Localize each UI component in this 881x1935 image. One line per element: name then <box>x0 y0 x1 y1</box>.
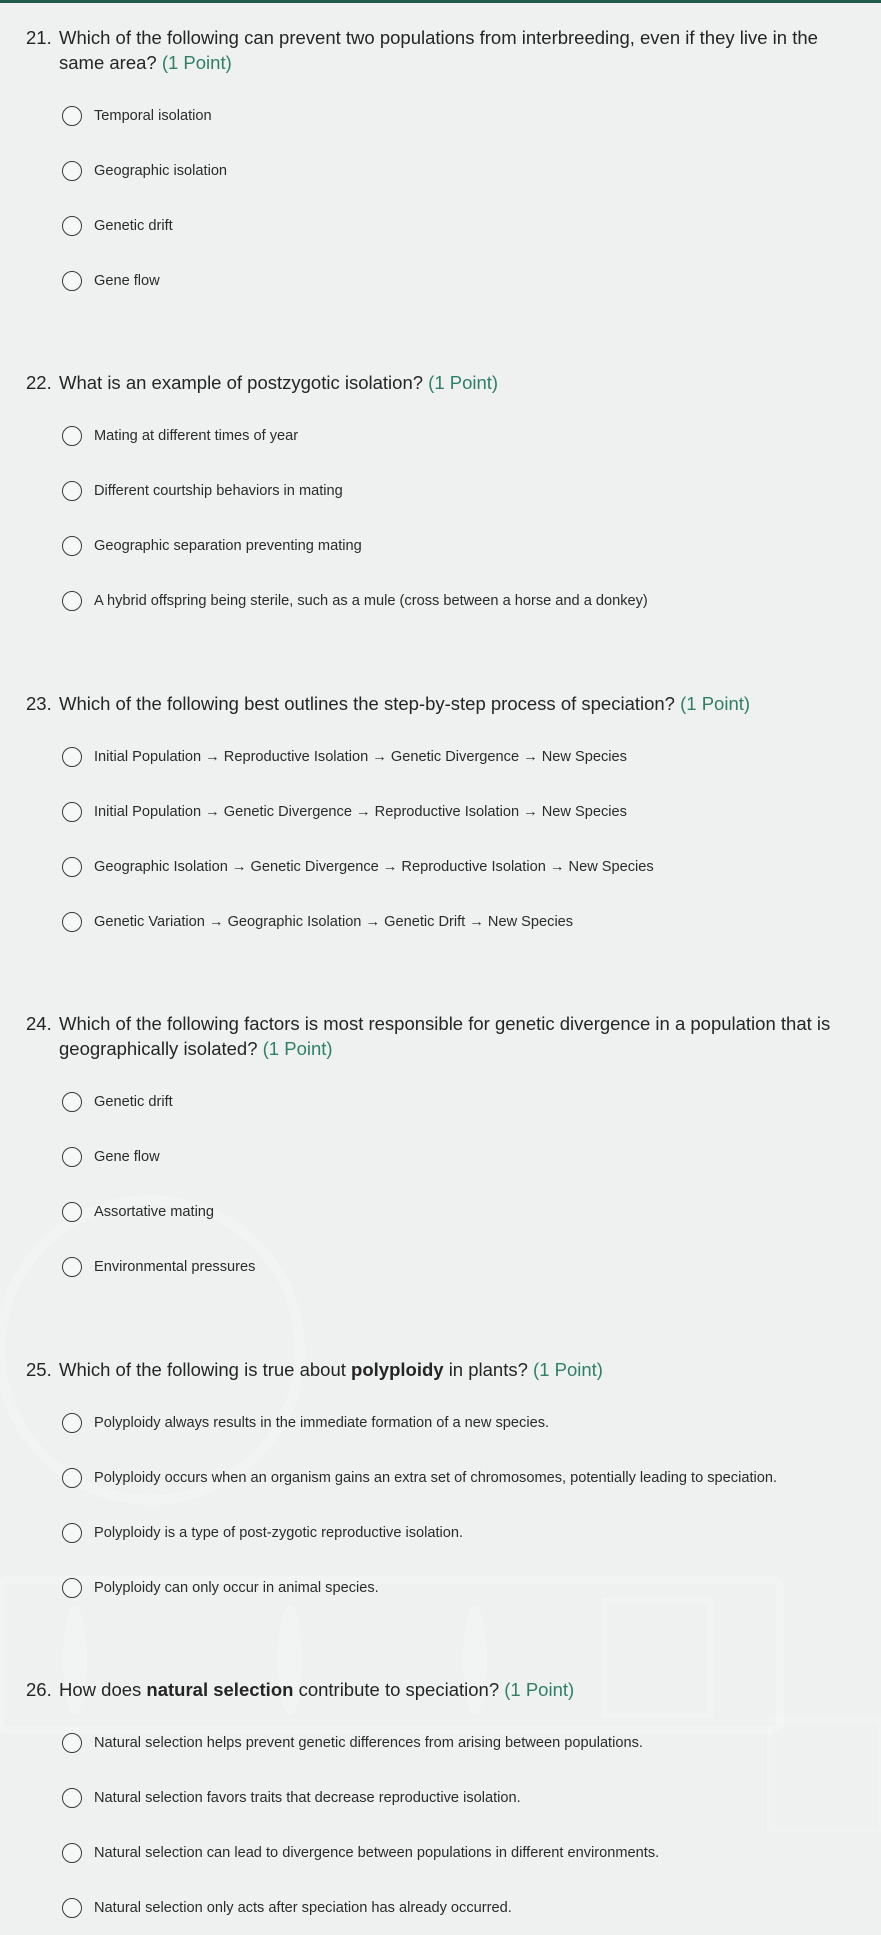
option-label: Polyploidy occurs when an organism gains an extra set of chromosomes, potentially leading to speciation. <box>94 1469 778 1486</box>
option-label: Initial Population → Reproductive Isolation → Genetic Divergence → New Species <box>94 748 627 765</box>
option-geographic-isolation[interactable] <box>0 143 881 198</box>
option-3[interactable] <box>0 518 881 573</box>
question-number: 21. <box>26 27 52 48</box>
question-title <box>0 1011 881 1061</box>
option-label: Mating at different times of year <box>94 427 299 444</box>
question-text: Which of the following best outlines the step-by-step process of speciation? <box>59 693 675 714</box>
option-3[interactable] <box>0 1825 881 1880</box>
question-text: Which of the following is true about polyploidy in plants? <box>59 1359 528 1380</box>
option-label: Initial Population → Genetic Divergence → Reproductive Isolation → New Species <box>94 803 627 820</box>
radio-button[interactable] <box>62 536 82 556</box>
option-genetic-drift[interactable] <box>0 198 881 253</box>
option-label: Gene flow <box>94 1148 160 1165</box>
question-title <box>0 1677 881 1702</box>
radio-button[interactable] <box>62 161 82 181</box>
option-label: A hybrid offspring being sterile, such as a mule (cross between a horse and a donkey) <box>94 592 648 609</box>
question-title <box>0 691 881 716</box>
radio-button[interactable] <box>62 591 82 611</box>
question-text: Which of the following can prevent two populations from interbreeding, even if they live in the same area? <box>59 27 818 73</box>
question-points: (1 Point) <box>680 693 751 714</box>
radio-button[interactable] <box>62 1257 82 1277</box>
option-label: Temporal isolation <box>94 107 212 124</box>
option-label: Natural selection favors traits that decrease reproductive isolation. <box>94 1789 521 1806</box>
radio-button[interactable] <box>62 1578 82 1598</box>
question-points: (1 Point) <box>533 1359 603 1380</box>
question-number: 25. <box>26 1359 52 1380</box>
question-text: Which of the following factors is most responsible for genetic divergence in a population that is geographically isolated? <box>59 1013 831 1059</box>
radio-button[interactable] <box>62 1733 82 1753</box>
question-number: 24. <box>26 1013 52 1034</box>
option-4[interactable] <box>0 1560 881 1615</box>
radio-button[interactable] <box>62 802 82 822</box>
radio-button[interactable] <box>62 1092 82 1112</box>
option-2[interactable] <box>0 1450 881 1505</box>
radio-button[interactable] <box>62 1202 82 1222</box>
option-2[interactable] <box>0 1770 881 1825</box>
option-gene-flow[interactable] <box>0 253 881 308</box>
options-list <box>0 729 881 949</box>
radio-button[interactable] <box>62 106 82 126</box>
question-21 <box>0 25 881 308</box>
radio-button[interactable] <box>62 857 82 877</box>
option-4[interactable] <box>0 894 881 949</box>
option-genetic-drift[interactable] <box>0 1074 881 1129</box>
option-label: Assortative mating <box>94 1203 215 1220</box>
radio-button[interactable] <box>62 1843 82 1863</box>
question-title <box>0 370 881 395</box>
radio-button[interactable] <box>62 912 82 932</box>
question-points: (1 Point) <box>428 372 499 393</box>
option-label: Natural selection can lead to divergence between populations in different environments. <box>94 1844 660 1861</box>
radio-button[interactable] <box>62 747 82 767</box>
options-list <box>0 1395 881 1615</box>
option-environmental-pressures[interactable] <box>0 1239 881 1294</box>
option-1[interactable] <box>0 408 881 463</box>
option-gene-flow[interactable] <box>0 1129 881 1184</box>
option-label: Environmental pressures <box>94 1258 256 1275</box>
radio-button[interactable] <box>62 1468 82 1488</box>
radio-button[interactable] <box>62 481 82 501</box>
radio-button[interactable] <box>62 271 82 291</box>
option-1[interactable] <box>0 1715 881 1770</box>
option-label: Gene flow <box>94 272 160 289</box>
question-text: How does natural selection contribute to speciation? <box>59 1679 500 1700</box>
option-temporal-isolation[interactable] <box>0 88 881 143</box>
options-list <box>0 1715 881 1935</box>
option-2[interactable] <box>0 784 881 839</box>
option-3[interactable] <box>0 1505 881 1560</box>
question-points: (1 Point) <box>504 1679 575 1700</box>
option-4[interactable] <box>0 1880 881 1935</box>
options-list <box>0 408 881 628</box>
radio-button[interactable] <box>62 1147 82 1167</box>
question-title <box>0 25 881 75</box>
option-assortative-mating[interactable] <box>0 1184 881 1239</box>
question-text: What is an example of postzygotic isolation? <box>59 372 424 393</box>
radio-button[interactable] <box>62 1523 82 1543</box>
option-label: Genetic drift <box>94 217 173 234</box>
question-23 <box>0 691 881 949</box>
top-accent-bar <box>0 0 881 3</box>
option-label: Polyploidy can only occur in animal species. <box>94 1579 379 1596</box>
option-1[interactable] <box>0 729 881 784</box>
option-1[interactable] <box>0 1395 881 1450</box>
radio-button[interactable] <box>62 1788 82 1808</box>
question-points: (1 Point) <box>161 52 232 73</box>
option-label: Genetic drift <box>94 1093 173 1110</box>
option-4[interactable] <box>0 573 881 628</box>
option-label: Genetic Variation → Geographic Isolation → Genetic Drift → New Species <box>94 913 574 930</box>
question-25 <box>0 1357 881 1615</box>
option-label: Geographic separation preventing mating <box>94 537 362 554</box>
question-title <box>0 1357 881 1382</box>
option-label: Natural selection helps prevent genetic differences from arising between populations. <box>94 1734 643 1751</box>
question-26 <box>0 1677 881 1935</box>
radio-button[interactable] <box>62 216 82 236</box>
option-label: Geographic Isolation → Genetic Divergence → Reproductive Isolation → New Species <box>94 858 654 875</box>
option-label: Natural selection only acts after speciation has already occurred. <box>94 1899 512 1916</box>
radio-button[interactable] <box>62 1898 82 1918</box>
question-22 <box>0 370 881 628</box>
question-points: (1 Point) <box>262 1038 333 1059</box>
option-2[interactable] <box>0 463 881 518</box>
option-label: Polyploidy is a type of post-zygotic reproductive isolation. <box>94 1524 464 1541</box>
question-number: 23. <box>26 693 52 714</box>
question-24 <box>0 1011 881 1294</box>
option-label: Polyploidy always results in the immediate formation of a new species. <box>94 1414 550 1431</box>
question-number: 22. <box>26 372 52 393</box>
radio-button[interactable] <box>62 426 82 446</box>
question-number: 26. <box>26 1679 52 1700</box>
options-list <box>0 1074 881 1294</box>
option-3[interactable] <box>0 839 881 894</box>
option-label: Geographic isolation <box>94 162 228 179</box>
option-label: Different courtship behaviors in mating <box>94 482 343 499</box>
options-list <box>0 88 881 308</box>
radio-button[interactable] <box>62 1413 82 1433</box>
